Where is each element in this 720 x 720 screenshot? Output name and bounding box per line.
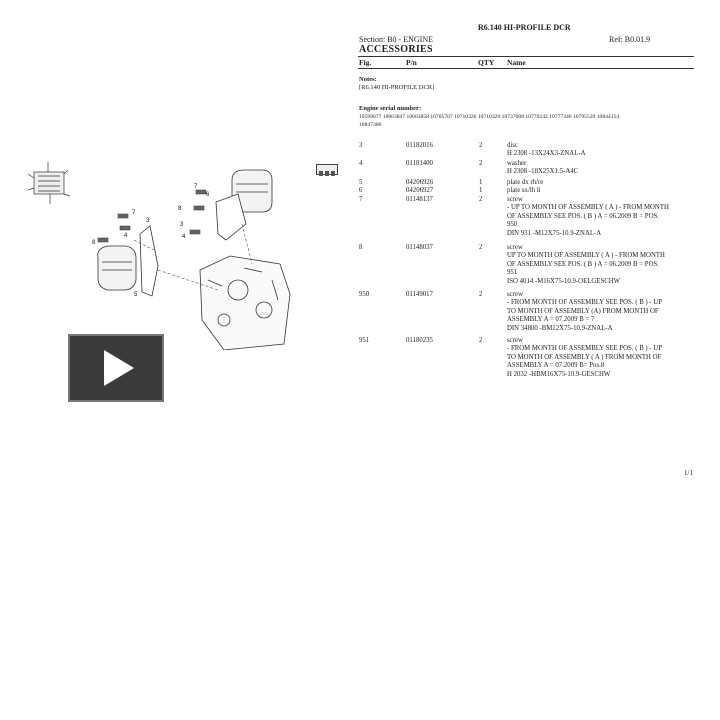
row-fig: 7	[359, 196, 363, 203]
row-name-line: - UP TO MONTH OF ASSEMBLY ( A ) - FROM MONTH	[507, 204, 669, 212]
row-name	[507, 187, 695, 195]
row-name-line: TO MONTH OF ASSEMBLY (A) FROM MONTH OF	[507, 307, 659, 315]
callout: 8	[178, 206, 182, 212]
row-part-number: 01181400	[406, 160, 433, 167]
row-name-line: - FROM MONTH OF ASSEMBLY SEE POS. ( B ) - UP	[507, 299, 663, 307]
row-name-line: screw	[507, 196, 523, 203]
play-icon	[70, 336, 162, 400]
serial-label: Engine serial number:	[359, 105, 422, 112]
row-name-line: disc	[507, 142, 518, 149]
row-qty: 2	[479, 142, 483, 149]
row-name-line: OF ASSEMBLY SEE POS. ( B ) A = 06.2009 B = POS.	[507, 212, 659, 220]
col-pn: P/n	[406, 58, 417, 67]
row-name-line: 950	[507, 221, 518, 229]
row-fig: 4	[359, 160, 363, 167]
reference-label: Ref: B0.01.9	[609, 35, 651, 44]
row-part-number: 04206926	[406, 179, 434, 186]
row-name-line: TO MONTH OF ASSEMBLY ( A ) FROM MONTH OF	[507, 353, 662, 361]
callout: 4	[182, 234, 186, 240]
row-name-line: washer	[507, 160, 527, 167]
row-qty: 2	[479, 160, 483, 167]
callout: 7	[132, 210, 136, 216]
part-navigator-icon[interactable]	[316, 164, 338, 175]
serial-numbers-cont: 10847306	[359, 122, 382, 128]
row-name	[507, 196, 695, 238]
group-title: ACCESSORIES	[359, 44, 433, 55]
row-qty: 1	[479, 187, 483, 194]
row-qty: 2	[479, 291, 483, 298]
col-qty: QTY	[478, 58, 495, 67]
row-qty: 1	[479, 179, 483, 186]
callout: 8	[92, 240, 96, 246]
page-number: 1/1	[684, 469, 693, 477]
row-name-line: OF ASSEMBLY SEE POS. ( B ) A = 06.2009 B = POS.	[507, 260, 659, 268]
row-name-line: plate dx rh/re	[507, 179, 544, 186]
row-name	[507, 291, 695, 333]
row-qty: 2	[479, 337, 483, 344]
row-part-number: 01182016	[406, 142, 433, 149]
notes-text: [R6.140 HI-PROFILE DCR]	[359, 84, 435, 91]
row-name-line: UP TO MONTH OF ASSEMBLY ( A ) - FROM MONTH	[507, 252, 665, 260]
row-fig: 951	[359, 337, 370, 344]
left-filter-housing	[98, 246, 136, 290]
row-fig: 5	[359, 179, 363, 186]
callout: 3	[180, 222, 184, 228]
section-label: Section: B0 - ENGINE	[359, 35, 433, 44]
play-video-button[interactable]	[68, 334, 164, 402]
row-name-line: screw	[507, 337, 523, 344]
callout: 4	[124, 233, 128, 239]
row-name-line: DIN 34800 -BM12X75-10.9-ZNAL-A	[507, 324, 613, 332]
row-part-number: 04206927	[406, 187, 434, 194]
row-name-line: ASSEMBLY A = 07.2009 B = 7	[507, 316, 595, 324]
row-fig: 950	[359, 291, 370, 298]
row-fig: 6	[359, 187, 363, 194]
row-qty: 2	[479, 244, 483, 251]
row-part-number: 01148037	[406, 244, 433, 251]
callout: 5	[134, 292, 138, 298]
col-name: Name	[507, 58, 526, 67]
row-part-number: 01180235	[406, 337, 433, 344]
row-name-line: ASSEMBLY A = 07.2009 B= Pos.8	[507, 362, 605, 370]
left-bracket-plate	[140, 226, 158, 296]
row-name	[507, 244, 695, 286]
row-name-line: H 2308 -18X25X1.5-A4C	[507, 168, 579, 176]
document-title: R6.140 HI-PROFILE DCR	[478, 23, 571, 32]
row-name-line: H 2308 -13X24X3-ZNAL-A	[507, 150, 586, 158]
row-name-line: screw	[507, 291, 523, 298]
row-part-number: 01149017	[406, 291, 433, 298]
serial-numbers: 10599677 10663847 10663858 10705767 10710326 10710329 10737008 10770242 10777346 10795539 10844154	[359, 114, 620, 120]
callout: 3	[146, 218, 150, 224]
key-plan-icon	[28, 162, 70, 204]
callout: 6	[206, 192, 210, 198]
col-fig: Fig.	[359, 58, 372, 67]
row-name-line: H 2032 -HBM16X75-10.9-GESCHW	[507, 370, 611, 378]
row-part-number: 01148137	[406, 196, 433, 203]
engine-block	[200, 256, 290, 350]
row-name-line: - FROM MONTH OF ASSEMBLY SEE POS. ( B ) - UP	[507, 345, 663, 353]
row-name-line: DIN 931 -M12X75-10.9-ZNAL-A	[507, 229, 602, 237]
row-fig: 3	[359, 142, 363, 149]
table-header	[358, 56, 694, 69]
row-name-line: screw	[507, 244, 523, 251]
notes-label: Notes:	[359, 76, 377, 83]
row-name-line: 951	[507, 269, 518, 277]
exploded-view-diagram	[28, 150, 348, 350]
row-fig: 8	[359, 244, 363, 251]
row-name-line: ISO 4014 -M16X75-10.9-OELGESCHW	[507, 277, 621, 285]
row-name	[507, 160, 695, 177]
row-name-line: plate sx/lh li	[507, 187, 541, 194]
row-name	[507, 142, 695, 159]
row-qty: 2	[479, 196, 483, 203]
row-name	[507, 337, 695, 379]
callout: 7	[194, 184, 198, 190]
